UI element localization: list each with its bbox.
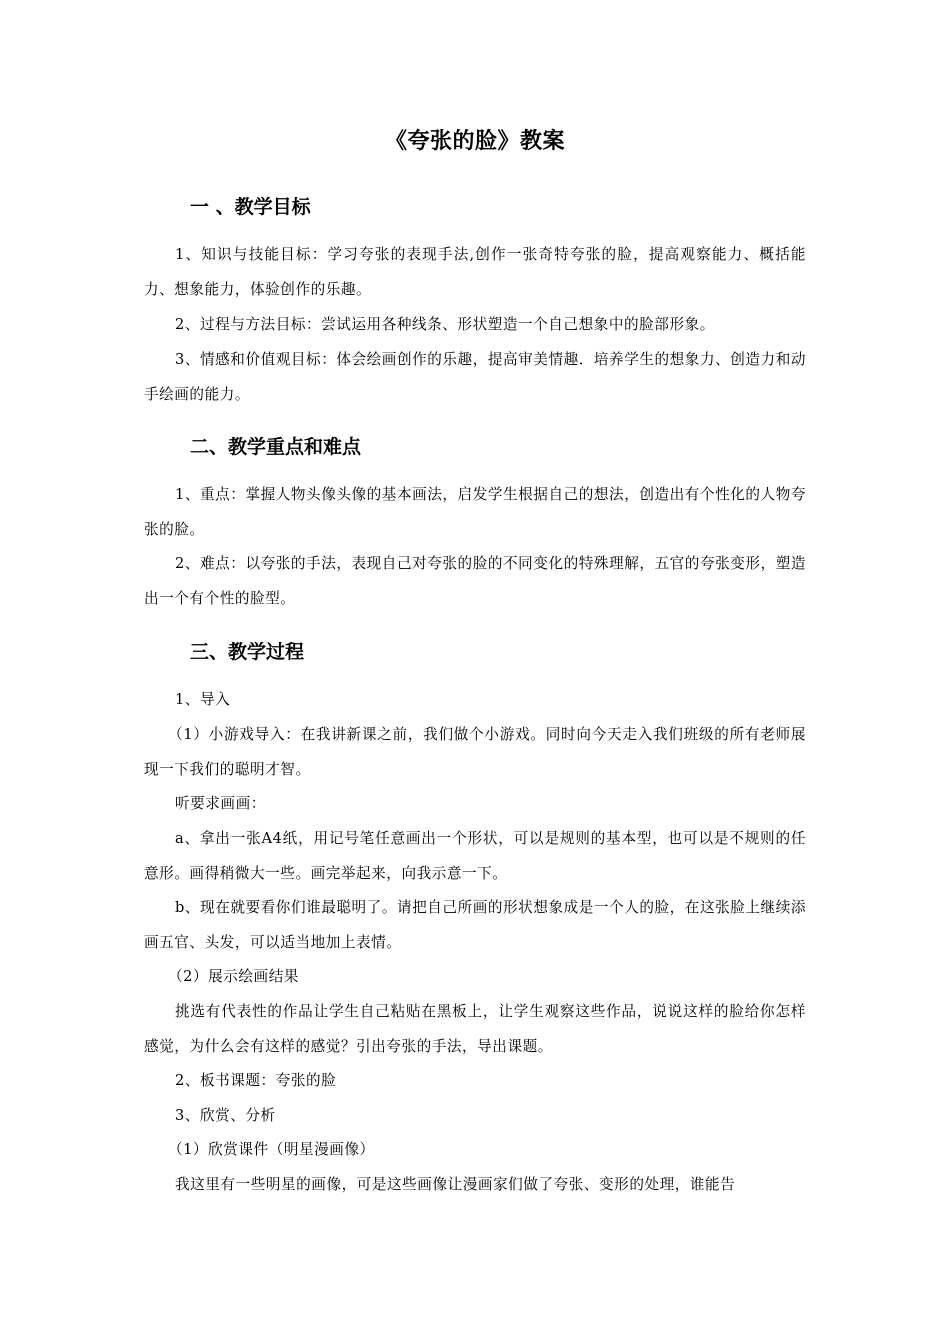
section-heading-1: 一 、教学目标 [190,196,311,218]
paragraph: 1、导入 [175,691,231,708]
paragraph: 2、过程与方法目标：尝试运用各种线条、形状塑造一个自己想象中的脸部形象。 [175,316,715,333]
section-heading-3: 三、教学过程 [190,641,305,663]
paragraph: a、拿出一张A4纸，用记号笔任意画出一个形状，可以是规则的基本型，也可以是不规则的任意形。画得稍微大一些。画完举起来，向我示意一下。 [144,830,806,882]
section-heading-2: 二、教学重点和难点 [190,436,362,458]
paragraph: 2、难点：以夸张的手法，表现自己对夸张的脸的不同变化的特殊理解，五官的夸张变形，塑造出一个有个性的脸型。 [144,555,806,607]
paragraph: 3、情感和价值观目标：体会绘画创作的乐趣，提高审美情趣．培养学生的想象力、创造力和动手绘画的能力。 [144,351,806,403]
paragraph: 2、板书课题：夸张的脸 [175,1072,337,1089]
paragraph: 我这里有一些明星的画像，可是这些画像让漫画家们做了夸张、变形的处理，谁能告 [175,1176,736,1193]
paragraph: 1、知识与技能目标：学习夸张的表现手法,创作一张奇特夸张的脸，提高观察能力、概括能力、想象能力，体验创作的乐趣。 [144,246,806,298]
paragraph: 3、欣赏、分析 [175,1107,276,1124]
document-title: 《夸张的脸》教案 [384,129,565,154]
paragraph: （1）欣赏课件（明星漫画像） [168,1141,375,1158]
paragraph: 听要求画画： [175,795,266,812]
paragraph: 1、重点：掌握人物头像头像的基本画法，启发学生根据自己的想法，创造出有个性化的人物夸张的脸。 [144,486,806,538]
paragraph: （2）展示绘画结果 [168,968,299,985]
paragraph: b、现在就要看你们谁最聪明了。请把自己所画的形状想象成是一个人的脸，在这张脸上继续添画五官、头发，可以适当地加上表情。 [144,899,806,951]
paragraph: 挑选有代表性的作品让学生自己粘贴在黑板上，让学生观察这些作品，说说这样的脸给你怎样感觉，为什么会有这样的感觉？引出夸张的手法，导出课题。 [144,1003,806,1055]
paragraph: （1）小游戏导入：在我讲新课之前，我们做个小游戏。同时向今天走入我们班级的所有老师展现一下我们的聪明才智。 [144,726,806,778]
